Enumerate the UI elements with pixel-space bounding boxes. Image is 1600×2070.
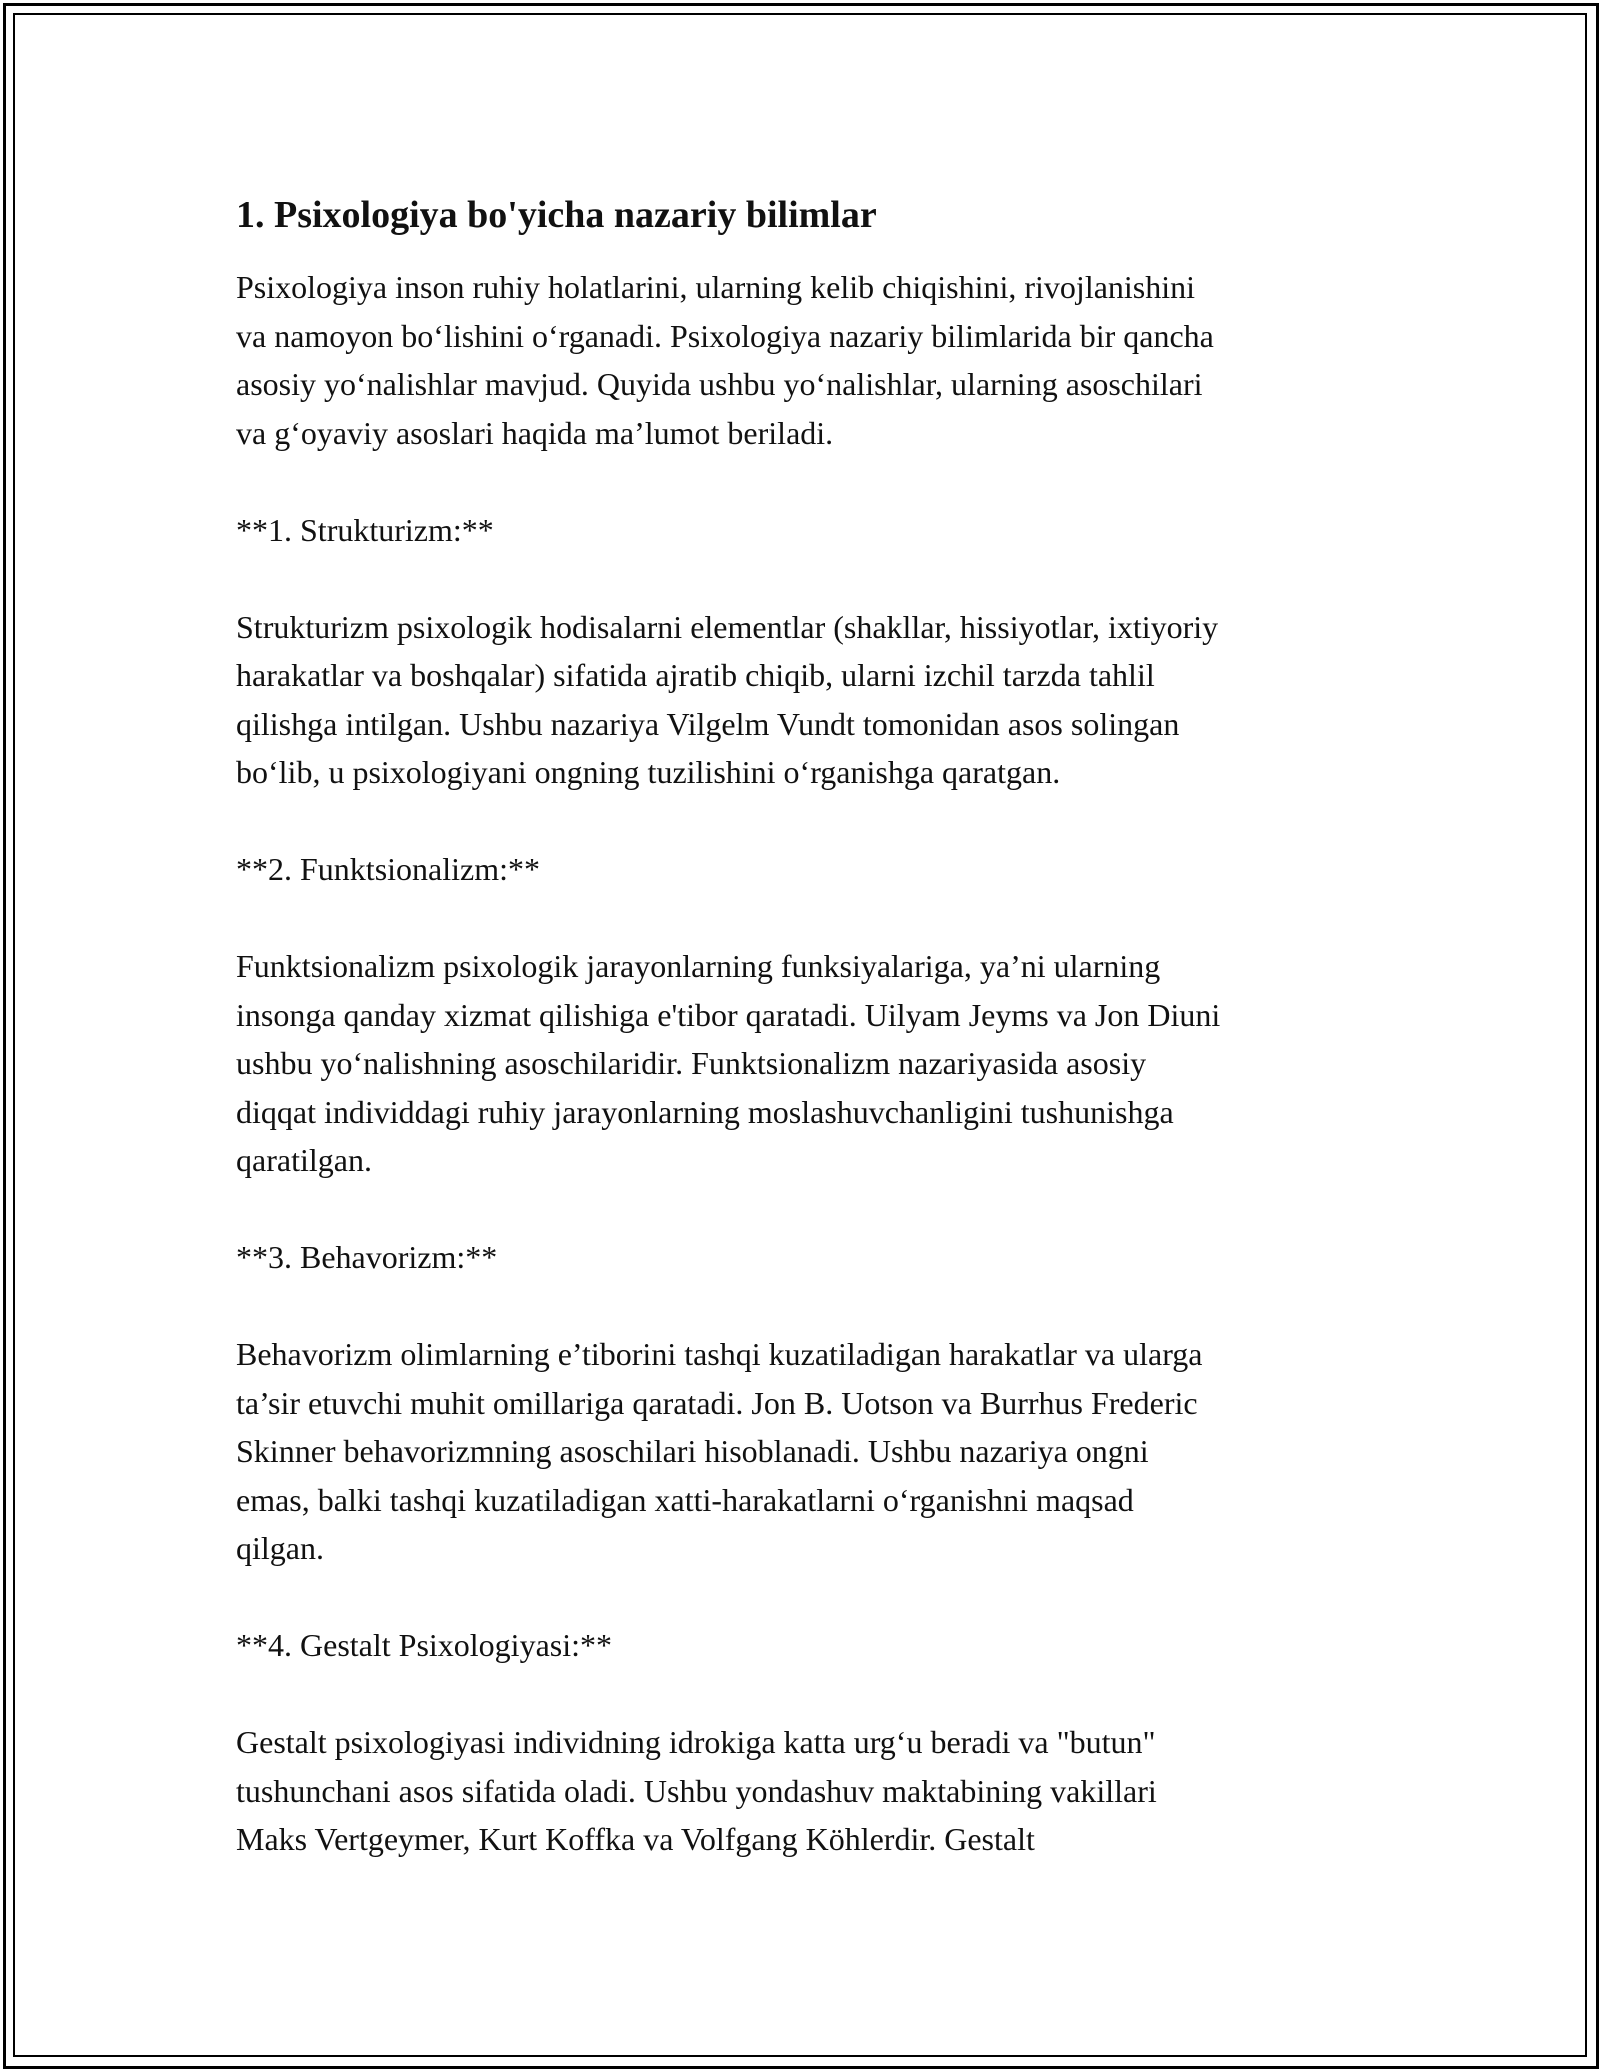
section-heading-gestalt: **4. Gestalt Psixologiyasi:** [236,1627,612,1663]
section-body-funktsionalizm: Funktsionalizm psixologik jarayonlarning funksiyalariga, ya’ni ularning insonga qanday xizmat qilishiga e'tibor qaratadi. Uilyam Jeyms va Jon Diuni ushbu yo‘nalishning asoschilaridir. Funktsionalizm nazariyasida asosiy diqqat individdagi ruhiy jarayonlarning moslashuvchanligini tushunishga qaratilgan. [236,948,1221,1178]
section-heading-funktsionalizm: **2. Funktsionalizm:** [236,851,540,887]
section-body-strukturizm: Strukturizm psixologik hodisalarni elementlar (shakllar, hissiyotlar, ixtiyoriy harakatlar va boshqalar) sifatida ajratib chiqib, ularni izchil tarzda tahlil qilishga intilgan. Ushbu nazariya Vilgelm Vundt tomonidan asos solingan bo‘lib, u psixologiyani ongning tuzilishini o‘rganishga qaratgan. [236,608,1219,790]
paragraph-gap [236,1573,1396,1622]
paragraph-gap [236,554,1396,603]
paragraph-gap [236,1670,1396,1719]
document-content [236,187,1396,1864]
paragraph-gap [236,1185,1396,1234]
section-body-gestalt: Gestalt psixologiyasi individning idrokiga katta urg‘u beradi va "butun" tushunchani asos sifatida oladi. Ushbu yondashuv maktabining vakillari Maks Vertgeymer, Kurt Koffka va Volfgang Köhlerdir. Gestalt [236,1724,1157,1857]
section-heading-behavorizm: **3. Behavorizm:** [236,1239,498,1275]
intro-paragraph: Psixologiya inson ruhiy holatlarini, ularning kelib chiqishini, rivojlanishini va namoyon bo‘lishini o‘rganadi. Psixologiya nazariy bilimlarida bir qancha asosiy yo‘nalishlar mavjud. Quyida ushbu yo‘nalishlar, ularning asoschilari va g‘oyaviy asoslari haqida ma’lumot beriladi. [236,269,1214,451]
paragraph-gap [236,797,1396,846]
section-body-behavorizm: Behavorizm olimlarning e’tiborini tashqi kuzatiladigan harakatlar va ularga ta’sir etuvchi muhit omillariga qaratadi. Jon B. Uotson va Burrhus Frederic Skinner behavorizmning asoschilari hisoblanadi. Ushbu nazariya ongni emas, balki tashqi kuzatiladigan xatti-harakatlarni o‘rganishni maqsad qilgan. [236,1336,1203,1566]
paragraph-gap [236,457,1396,506]
section-heading-strukturizm: **1. Strukturizm:** [236,511,494,548]
paragraph-gap [236,894,1396,943]
paragraph-gap [236,1282,1396,1331]
document-title: 1. Psixologiya bo'yicha nazariy bilimlar [236,194,877,236]
